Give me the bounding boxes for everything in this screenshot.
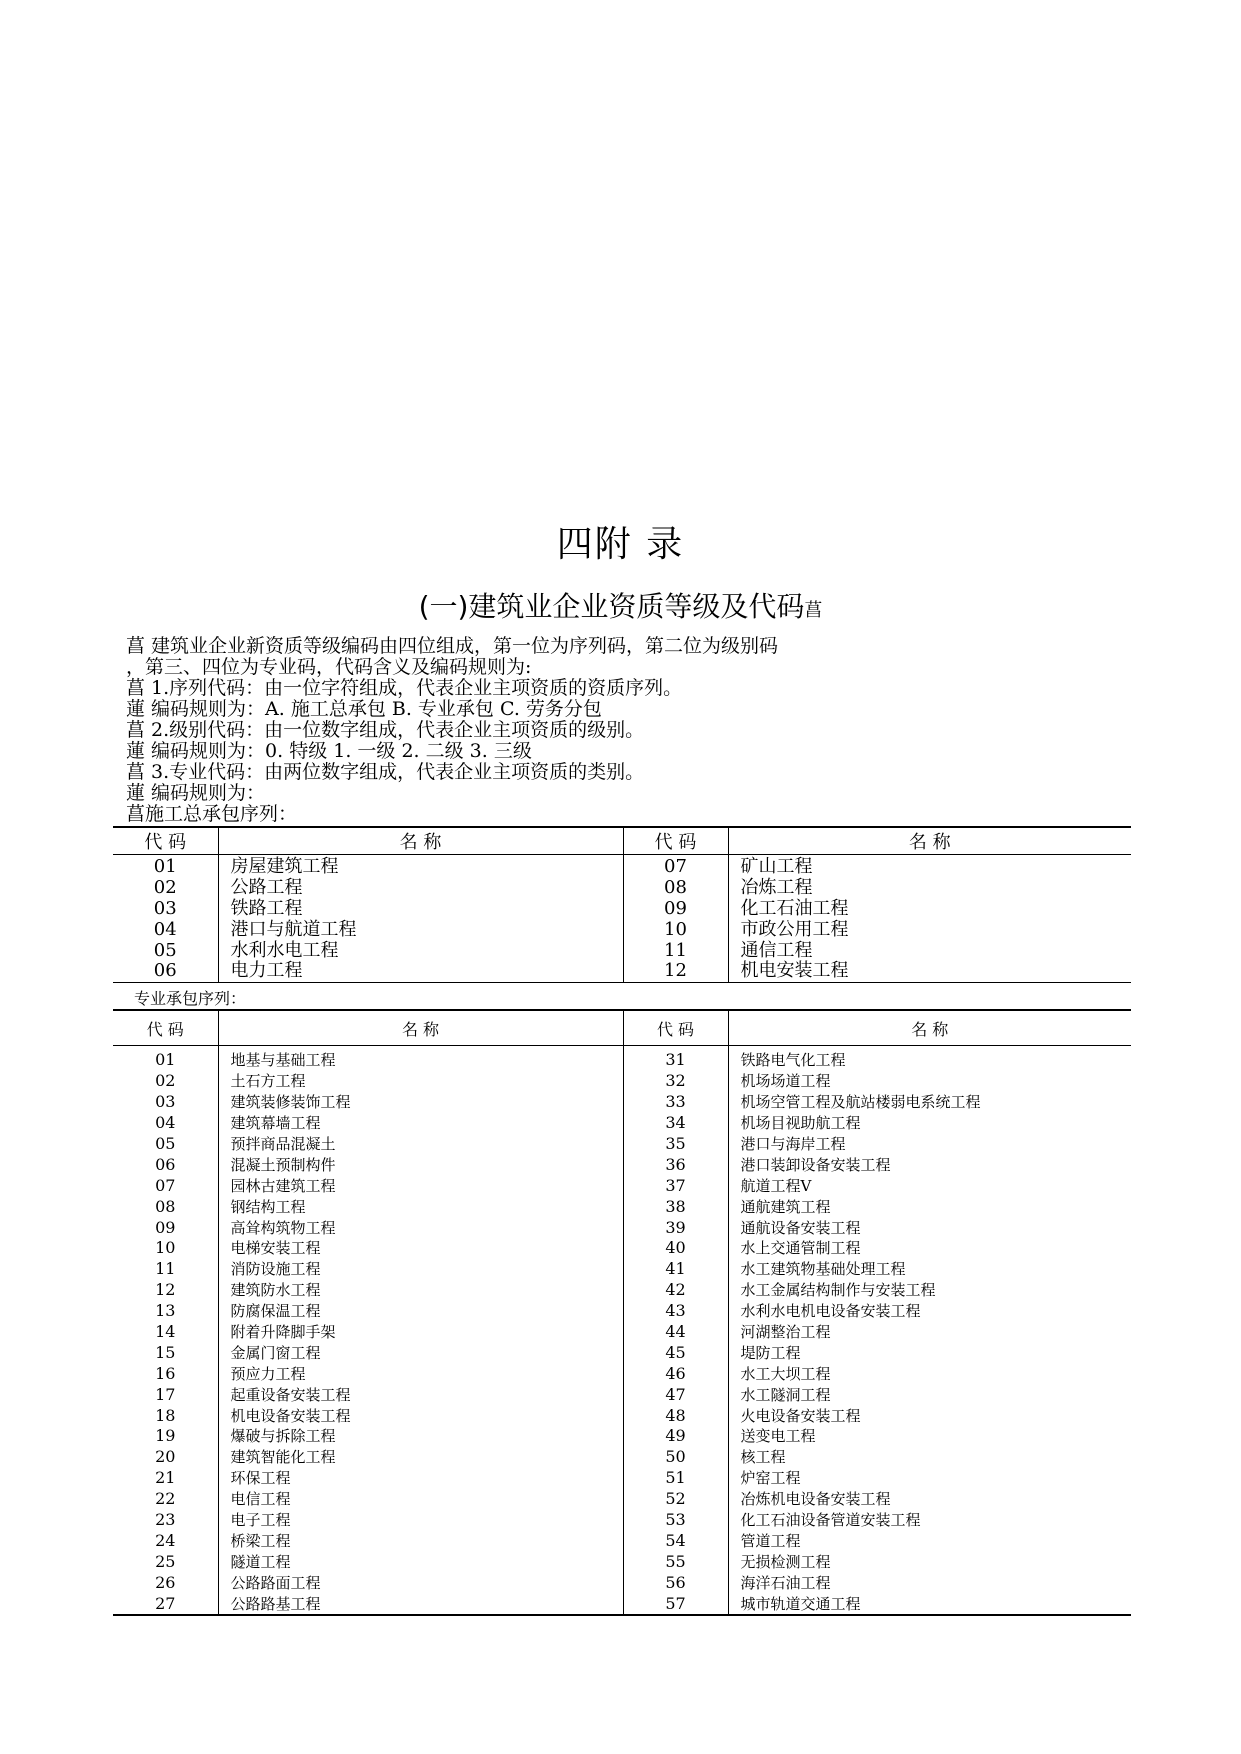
name-cell: 铁路电气化工程 xyxy=(728,1050,1131,1071)
code-cell: 04 xyxy=(153,918,177,940)
name-cell: 冶炼工程 xyxy=(728,878,1131,899)
name-cell: 地基与基础工程 xyxy=(218,1050,623,1071)
table-row xyxy=(113,1217,1131,1238)
table-row xyxy=(113,1551,1131,1572)
name-cell: 隧道工程 xyxy=(218,1551,623,1572)
code-cell: 44 xyxy=(623,1322,728,1343)
name-cell: 炉窑工程 xyxy=(728,1468,1131,1489)
name-cell: 通航建筑工程 xyxy=(728,1196,1131,1217)
code-cell: 27 xyxy=(155,1593,176,1613)
code-cell: 42 xyxy=(623,1280,728,1301)
code-cell: 25 xyxy=(155,1551,176,1571)
code-cell: 09 xyxy=(155,1217,176,1237)
intro-line: 蓮 编码规则为：A. 施工总承包 B. 专业承包 C. 劳务分包 xyxy=(126,698,602,720)
name-cell: 公路路基工程 xyxy=(218,1593,623,1615)
code-cell: 31 xyxy=(623,1050,728,1071)
code-cell: 11 xyxy=(155,1259,176,1279)
intro-line: 菖 3.专业代码：由两位数字组成，代表企业主项资质的类别。 xyxy=(126,761,645,783)
name-cell: 电子工程 xyxy=(218,1510,623,1531)
name-cell: 河湖整治工程 xyxy=(728,1322,1131,1343)
name-cell: 水利水电机电设备安装工程 xyxy=(728,1301,1131,1322)
table-row xyxy=(113,1154,1131,1175)
intro-line: 菖 建筑业企业新资质等级编码由四位组成，第一位为序列码，第二位为级别码 xyxy=(126,635,779,657)
name-cell: 桥梁工程 xyxy=(218,1530,623,1551)
code-cell: 01 xyxy=(155,1050,176,1070)
code-cell: 23 xyxy=(155,1510,176,1530)
name-cell: 市政公用工程 xyxy=(728,919,1131,940)
name-cell: 城市轨道交通工程 xyxy=(728,1593,1131,1615)
code-cell: 06 xyxy=(153,960,177,982)
name-cell: 铁路工程 xyxy=(218,899,623,920)
table-row xyxy=(113,1342,1131,1363)
code-cell: 35 xyxy=(623,1134,728,1155)
name-cell: 建筑装修装饰工程 xyxy=(218,1092,623,1113)
code-cell: 49 xyxy=(623,1426,728,1447)
page-title: 四附 录 xyxy=(556,524,685,565)
name-cell: 消防设施工程 xyxy=(218,1259,623,1280)
code-cell: 21 xyxy=(155,1468,176,1488)
column-header-code: 代 码 xyxy=(113,1010,218,1046)
table-body xyxy=(113,855,1131,983)
name-cell: 水工隧洞工程 xyxy=(728,1384,1131,1405)
name-cell: 水上交通管制工程 xyxy=(728,1238,1131,1259)
code-cell: 56 xyxy=(623,1572,728,1593)
name-cell: 堤防工程 xyxy=(728,1342,1131,1363)
code-cell: 46 xyxy=(623,1363,728,1384)
name-cell: 金属门窗工程 xyxy=(218,1342,623,1363)
code-cell: 26 xyxy=(155,1572,176,1592)
table-header-row xyxy=(113,827,1131,855)
code-cell: 51 xyxy=(623,1468,728,1489)
table-row xyxy=(113,1071,1131,1092)
table-row xyxy=(113,1322,1131,1343)
name-cell: 土石方工程 xyxy=(218,1071,623,1092)
table-row xyxy=(113,1363,1131,1384)
name-cell: 海洋石油工程 xyxy=(728,1572,1131,1593)
name-cell: 爆破与拆除工程 xyxy=(218,1426,623,1447)
column-header-code: 代 码 xyxy=(623,827,728,855)
name-cell: 无损检测工程 xyxy=(728,1551,1131,1572)
name-cell: 预拌商品混凝土 xyxy=(218,1134,623,1155)
code-cell: 17 xyxy=(155,1384,176,1404)
code-cell: 05 xyxy=(155,1134,176,1153)
name-cell: 公路路面工程 xyxy=(218,1572,623,1593)
code-cell: 18 xyxy=(155,1405,176,1425)
table-row xyxy=(113,1259,1131,1280)
table-row xyxy=(113,1301,1131,1322)
name-cell: 冶炼机电设备安装工程 xyxy=(728,1489,1131,1510)
code-cell: 12 xyxy=(155,1280,176,1300)
table-row xyxy=(113,1196,1131,1217)
code-cell: 01 xyxy=(153,856,177,878)
code-cell: 07 xyxy=(623,857,728,878)
name-cell: 公路工程 xyxy=(218,878,623,899)
table-row xyxy=(113,961,1131,982)
code-cell: 50 xyxy=(623,1447,728,1468)
name-cell: 化工石油工程 xyxy=(728,899,1131,920)
intro-line: ，第三、四位为专业码，代码含义及编码规则为: xyxy=(126,656,532,678)
table-row xyxy=(113,1593,1131,1615)
code-cell: 48 xyxy=(623,1405,728,1426)
code-cell: 10 xyxy=(623,919,728,940)
code-cell: 03 xyxy=(153,897,177,919)
code-cell: 37 xyxy=(623,1175,728,1196)
name-cell: 管道工程 xyxy=(728,1530,1131,1551)
name-cell: 矿山工程 xyxy=(728,857,1131,878)
code-cell: 10 xyxy=(155,1238,176,1258)
code-cell: 07 xyxy=(155,1175,176,1195)
table-row xyxy=(113,1050,1131,1071)
code-cell: 16 xyxy=(155,1363,176,1383)
name-cell: 电梯安装工程 xyxy=(218,1238,623,1259)
column-header-name: 名 称 xyxy=(728,827,1131,855)
code-cell: 11 xyxy=(623,940,728,961)
code-cell: 38 xyxy=(623,1196,728,1217)
table-row xyxy=(113,1405,1131,1426)
name-cell: 港口与航道工程 xyxy=(218,919,623,940)
name-cell: 水利水电工程 xyxy=(218,940,623,961)
name-cell: 防腐保温工程 xyxy=(218,1301,623,1322)
name-cell: 建筑防水工程 xyxy=(218,1280,623,1301)
name-cell: 建筑智能化工程 xyxy=(218,1447,623,1468)
column-header-name: 名 称 xyxy=(728,1010,1131,1046)
table-row xyxy=(113,1447,1131,1468)
table-row xyxy=(113,1092,1131,1113)
code-cell: 33 xyxy=(623,1092,728,1113)
name-cell: 钢结构工程 xyxy=(218,1196,623,1217)
table-row xyxy=(113,1510,1131,1531)
code-cell: 40 xyxy=(623,1238,728,1259)
table-row xyxy=(113,1175,1131,1196)
name-cell: 园林古建筑工程 xyxy=(218,1175,623,1196)
code-cell: 47 xyxy=(623,1384,728,1405)
code-cell: 36 xyxy=(623,1154,728,1175)
name-cell: 送变电工程 xyxy=(728,1426,1131,1447)
name-cell: 港口装卸设备安装工程 xyxy=(728,1154,1131,1175)
code-cell: 04 xyxy=(155,1113,176,1133)
table-row xyxy=(113,1468,1131,1489)
name-cell: 通信工程 xyxy=(728,940,1131,961)
column-header-code: 代 码 xyxy=(623,1010,728,1046)
name-cell: 港口与海岸工程 xyxy=(728,1134,1131,1155)
intro-line: 菖 1.序列代码：由一位字符组成，代表企业主项资质的资质序列。 xyxy=(126,677,683,699)
column-header-code: 代 码 xyxy=(113,827,218,855)
table-row xyxy=(113,940,1131,961)
code-cell: 41 xyxy=(623,1259,728,1280)
name-cell: 房屋建筑工程 xyxy=(218,857,623,878)
name-cell: 机场空管工程及航站楼弱电系统工程 xyxy=(728,1092,1131,1113)
code-cell: 02 xyxy=(153,877,177,899)
code-cell: 14 xyxy=(155,1322,176,1342)
intro-line: 菖施工总承包序列： xyxy=(126,803,298,825)
table-row xyxy=(113,1113,1131,1134)
table-row xyxy=(113,878,1131,899)
name-cell: 混凝土预制构件 xyxy=(218,1154,623,1175)
name-cell: 水工建筑物基础处理工程 xyxy=(728,1259,1131,1280)
code-cell: 39 xyxy=(623,1217,728,1238)
name-cell: 水工金属结构制作与安装工程 xyxy=(728,1280,1131,1301)
intro-text xyxy=(126,636,1126,825)
name-cell: 机场目视助航工程 xyxy=(728,1113,1131,1134)
code-cell: 03 xyxy=(155,1092,176,1112)
name-cell: 高耸构筑物工程 xyxy=(218,1217,623,1238)
intro-line: 蓮 编码规则为： xyxy=(126,782,266,804)
general-contracting-table xyxy=(113,826,1131,983)
name-cell: 水工大坝工程 xyxy=(728,1363,1131,1384)
name-cell: 机电安装工程 xyxy=(728,961,1131,982)
code-cell: 57 xyxy=(623,1593,728,1615)
name-cell: 航道工程V xyxy=(728,1175,1131,1196)
intro-line: 菖 2.级别代码：由一位数字组成，代表企业主项资质的级别。 xyxy=(126,719,645,741)
name-cell: 火电设备安装工程 xyxy=(728,1405,1131,1426)
name-cell: 起重设备安装工程 xyxy=(218,1384,623,1405)
specialty-section-label: 专业承包序列： xyxy=(134,989,247,1008)
code-cell: 53 xyxy=(623,1510,728,1531)
section-title-tail: 菖 xyxy=(804,600,823,621)
table-row xyxy=(113,1238,1131,1259)
table-body xyxy=(113,1046,1131,1616)
section-title-text: (一)建筑业企业资质等级及代码 xyxy=(418,590,805,623)
code-cell: 06 xyxy=(155,1154,176,1174)
table-row xyxy=(113,1426,1131,1447)
code-cell: 05 xyxy=(153,939,177,961)
name-cell: 预应力工程 xyxy=(218,1363,623,1384)
table-header-row xyxy=(113,1010,1131,1046)
name-cell: 机电设备安装工程 xyxy=(218,1405,623,1426)
code-cell: 22 xyxy=(155,1489,176,1509)
code-cell: 02 xyxy=(155,1071,176,1091)
name-cell: 电信工程 xyxy=(218,1489,623,1510)
code-cell: 15 xyxy=(155,1342,176,1362)
column-header-name: 名 称 xyxy=(218,827,623,855)
intro-line: 蓮 编码规则为：0. 特级 1. 一级 2. 二级 3. 三级 xyxy=(126,740,532,762)
code-cell: 08 xyxy=(155,1196,176,1216)
code-cell: 08 xyxy=(623,878,728,899)
code-cell: 09 xyxy=(623,899,728,920)
code-cell: 20 xyxy=(155,1447,176,1467)
name-cell: 通航设备安装工程 xyxy=(728,1217,1131,1238)
name-cell: 电力工程 xyxy=(218,961,623,982)
name-cell: 环保工程 xyxy=(218,1468,623,1489)
table-row xyxy=(113,1384,1131,1405)
code-cell: 55 xyxy=(623,1551,728,1572)
specialty-contracting-table xyxy=(113,1009,1131,1616)
name-cell: 核工程 xyxy=(728,1447,1131,1468)
table-row xyxy=(113,857,1131,878)
name-cell: 附着升降脚手架 xyxy=(218,1322,623,1343)
code-cell: 13 xyxy=(155,1301,176,1321)
code-cell: 43 xyxy=(623,1301,728,1322)
code-cell: 24 xyxy=(155,1530,176,1550)
code-cell: 32 xyxy=(623,1071,728,1092)
code-cell: 34 xyxy=(623,1113,728,1134)
table-row xyxy=(113,1280,1131,1301)
code-cell: 52 xyxy=(623,1489,728,1510)
name-cell: 建筑幕墙工程 xyxy=(218,1113,623,1134)
table-row xyxy=(113,1572,1131,1593)
table-row xyxy=(113,919,1131,940)
table-row xyxy=(113,1530,1131,1551)
code-cell: 19 xyxy=(155,1426,176,1446)
code-cell: 12 xyxy=(623,961,728,982)
table-row xyxy=(113,1489,1131,1510)
table-row xyxy=(113,899,1131,920)
section-title xyxy=(0,585,1241,625)
name-cell: 机场场道工程 xyxy=(728,1071,1131,1092)
name-cell: 化工石油设备管道安装工程 xyxy=(728,1510,1131,1531)
code-cell: 45 xyxy=(623,1342,728,1363)
code-cell: 54 xyxy=(623,1530,728,1551)
column-header-name: 名 称 xyxy=(218,1010,623,1046)
table-row xyxy=(113,1134,1131,1155)
